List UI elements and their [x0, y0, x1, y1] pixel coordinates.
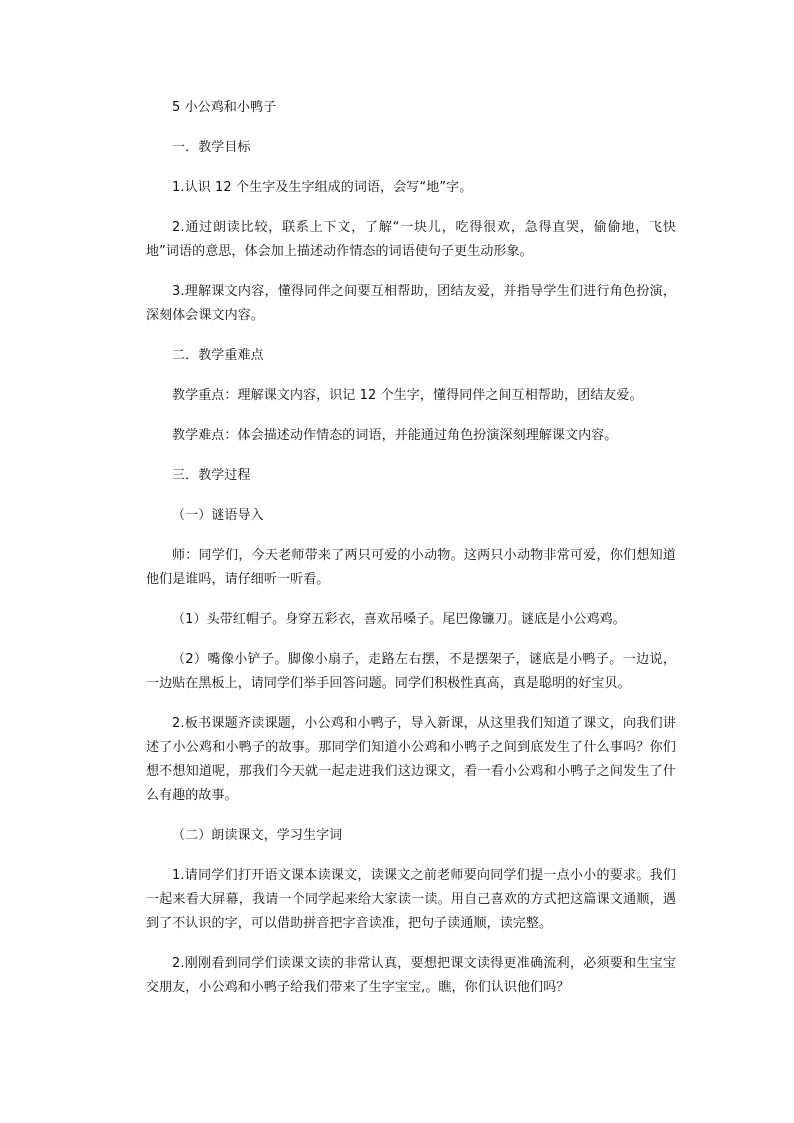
section-heading-key-points: 二．教学重难点: [172, 348, 264, 363]
difficulty-paragraph: 教学难点：体会描述动作情态的词语，并能通过角色扮演深刻理解课文内容。: [172, 428, 618, 443]
riddle-2-paragraph: （2）嘴像小铲子。脚像小扇子，走路左右摆，不是摆架子，谜底是小鸭子。一边说，一边贴在黑板上，请同学们举手回答问题。同学们积极性真高，真是聪明的好宝贝。: [146, 652, 676, 691]
reading-step-1-paragraph: 1.请同学们打开语文课本读课文，读课文之前老师要向同学们提一点小小的要求。我们一起来看大屏幕，我请一个同学起来给大家读一读。用自己喜欢的方式把这篇课文通顺，遇到了不认识的字，可以借助拼音把字音读准，把句子读通顺，读完整。: [146, 868, 676, 931]
riddle-1-paragraph: （1）头带红帽子。身穿五彩衣，喜欢吊嗓子。尾巴像镰刀。谜底是小公鸡鸡。: [172, 612, 626, 627]
section-heading-objectives: 一．教学目标: [172, 140, 251, 155]
subsection-heading-riddle: （一）谜语导入: [172, 508, 264, 523]
objective-item-3: 3.理解课文内容，懂得同伴之间要互相帮助，团结友爱，并指导学生们进行角色扮演，深刻体会课文内容。: [146, 284, 676, 323]
teacher-intro-paragraph: 师：同学们，今天老师带来了两只可爱的小动物。这两只小动物非常可爱，你们想知道他们是谁吗，请仔细听一听看。: [146, 548, 676, 587]
objective-item-2: 2.通过朗读比较，联系上下文，了解“一块儿，吃得很欢，急得直哭，偷偷地，飞快地”词语的意思，体会加上描述动作情态的词语使句子更生动形象。: [146, 220, 676, 259]
document-body: [146, 96, 676, 1000]
reading-step-2-paragraph: 2.刚刚看到同学们读课文读的非常认真，要想把课文读得更准确流利，必须要和生宝宝交朋友，小公鸡和小鸭子给我们带来了生字宝宝,。瞧，你们认识他们吗？: [146, 956, 676, 995]
lesson-title: 5 小公鸡和小鸭子: [172, 100, 277, 115]
key-point-paragraph: 教学重点：理解课文内容，识记 12 个生字，懂得同伴之间互相帮助，团结友爱。: [172, 388, 643, 403]
subsection-heading-reading: （二）朗读课文，学习生字词: [172, 828, 343, 843]
objective-item-1: 1.认识 12 个生字及生字组成的词语，会写“地”字。: [172, 180, 473, 195]
section-heading-process: 三．教学过程: [172, 468, 251, 483]
title-writing-paragraph: 2.板书课题齐读课题，小公鸡和小鸭子，导入新课，从这里我们知道了课文，向我们讲述了小公鸡和小鸭子的故事。那同学们知道小公鸡和小鸭子之间到底发生了什么事吗？你们想不想知道呢，那我们今天就一起走进我们这边课文，看一看小公鸡和小鸭子之间发生了什么有趣的故事。: [146, 716, 676, 803]
